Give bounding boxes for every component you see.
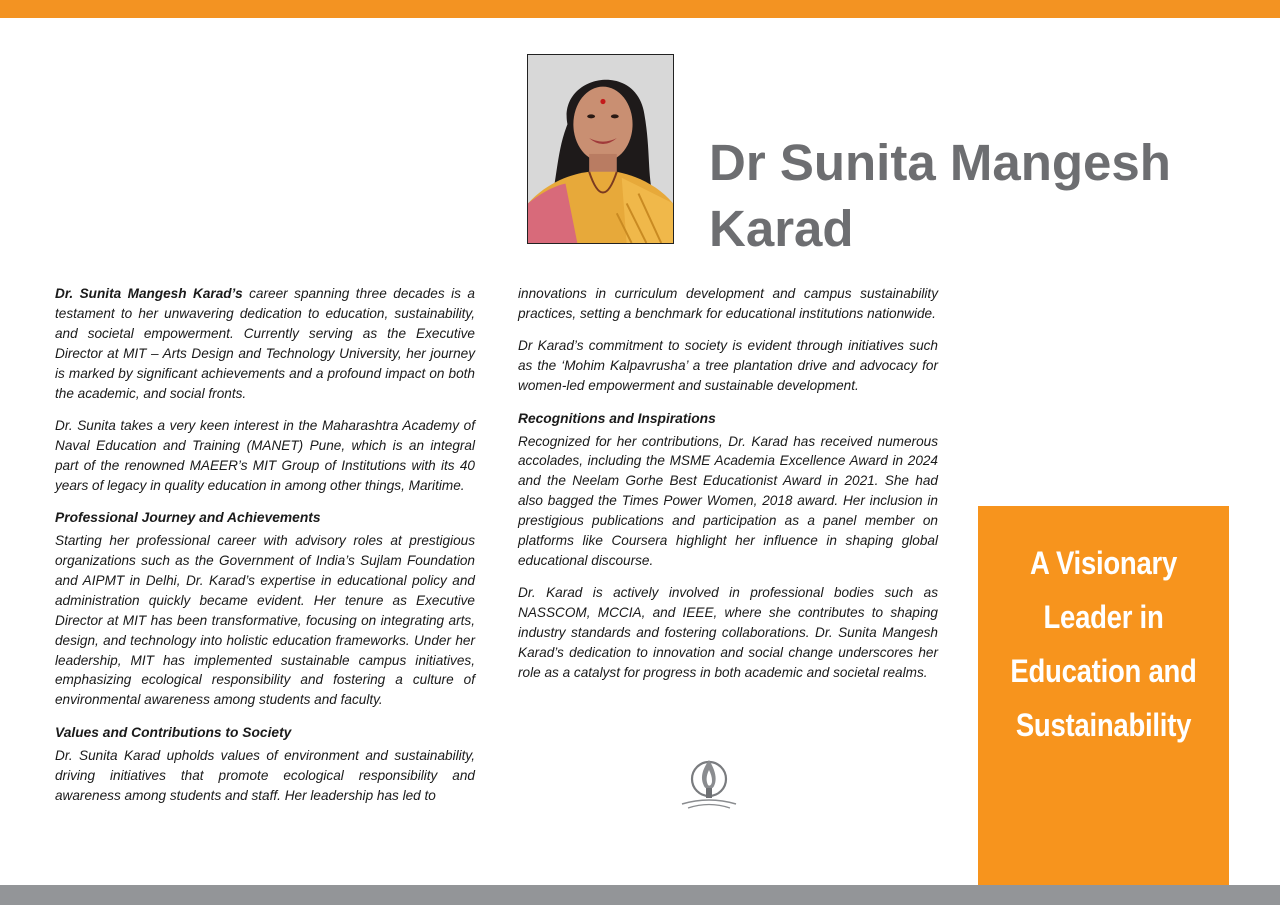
professional-paragraph: Starting her professional career with advisory roles at prestigious organizations such as the Government of India’s Sujlam Foundation and AIPMT in Delhi, Dr. Karad’s expertise in educational policy and administration quickly became evident. Her tenure as Executive Director at MIT has been transformative, focusing on integrating arts, design, and technology into holistic education frameworks. Under her leadership, MIT has implemented sustainable campus initiatives, emphasizing ecological responsibility and fostering a culture of environmental awareness among students and faculty. xyxy=(55,533,475,708)
left-text-column xyxy=(55,284,475,818)
recognitions-paragraph: Recognized for her contributions, Dr. Karad has received numerous accolades, including the MSME Academia Excellence Award in 2024 and the Neelam Gorhe Best Educationist Award in 2021. She had also bagged the Times Power Women, 2018 award. Her inclusion in prestigious publications and participation as a panel member on platforms like Coursera highlight her influence in shaping global educational discourse. xyxy=(518,433,938,568)
section-heading-recognitions: Recognitions and Inspirations xyxy=(518,410,716,426)
highlight-tagline xyxy=(996,536,1212,752)
intro-text: career spanning three decades is a testament to her unwavering dedication to education, sustainability, and societal empowerment. Currently serving as the Executive Director at MIT – Arts Design and Technology University, her journey is marked by significant achievements and a profound impact on both the academic, and social fronts. xyxy=(55,286,475,401)
intro-name-bold: Dr. Sunita Mangesh Karad’s xyxy=(55,286,243,301)
bottom-footer-bar xyxy=(0,885,1280,905)
society-paragraph: Dr Karad’s commitment to society is evident through initiatives such as the ‘Mohim Kalpavrusha’ a tree plantation drive and advocacy for women-led empowerment and sustainable development. xyxy=(518,338,938,394)
tagline-line: Education and xyxy=(1010,653,1197,689)
tagline-line: Leader in xyxy=(1043,599,1164,635)
portrait-photo xyxy=(527,54,674,244)
portrait-illustration xyxy=(528,55,673,243)
tagline-line: Sustainability xyxy=(1015,707,1192,743)
middle-text-column xyxy=(518,284,938,695)
manet-paragraph: Dr. Sunita takes a very keen interest in the Maharashtra Academy of Naval Education and Training (MANET) Pune, which is an integral part of the renowned MAEER’s MIT Group of Institutions with its 40 years of legacy in quality education in among other things, Maritime. xyxy=(55,417,475,493)
section-heading-professional: Professional Journey and Achievements xyxy=(55,510,321,526)
values-paragraph: Dr. Sunita Karad upholds values of environment and sustainability, driving initiatives that promote ecological responsibility and awareness among students and staff. Her leadership has led to xyxy=(55,747,475,803)
tagline-line: A Visionary xyxy=(1029,545,1178,581)
highlight-tagline-box xyxy=(978,506,1229,905)
professional-bodies-paragraph: Dr. Karad is actively involved in professional bodies such as NASSCOM, MCCIA, and IEEE, where she contributes to shaping industry standards and fostering collaborations. Dr. Sunita Mangesh Karad’s dedication to innovation and social change underscores her role as a catalyst for progress in both academic and societal realms. xyxy=(518,585,938,680)
top-accent-bar xyxy=(0,0,1280,18)
innovations-paragraph: innovations in curriculum development and campus sustainability practices, setting a benchmark for educational institutions nationwide. xyxy=(518,286,938,321)
intro-paragraph xyxy=(55,284,475,403)
person-name-heading: Dr Sunita Mangesh Karad xyxy=(709,134,1171,257)
flame-torch-logo-icon xyxy=(680,754,738,810)
section-heading-values: Values and Contributions to Society xyxy=(55,724,292,740)
